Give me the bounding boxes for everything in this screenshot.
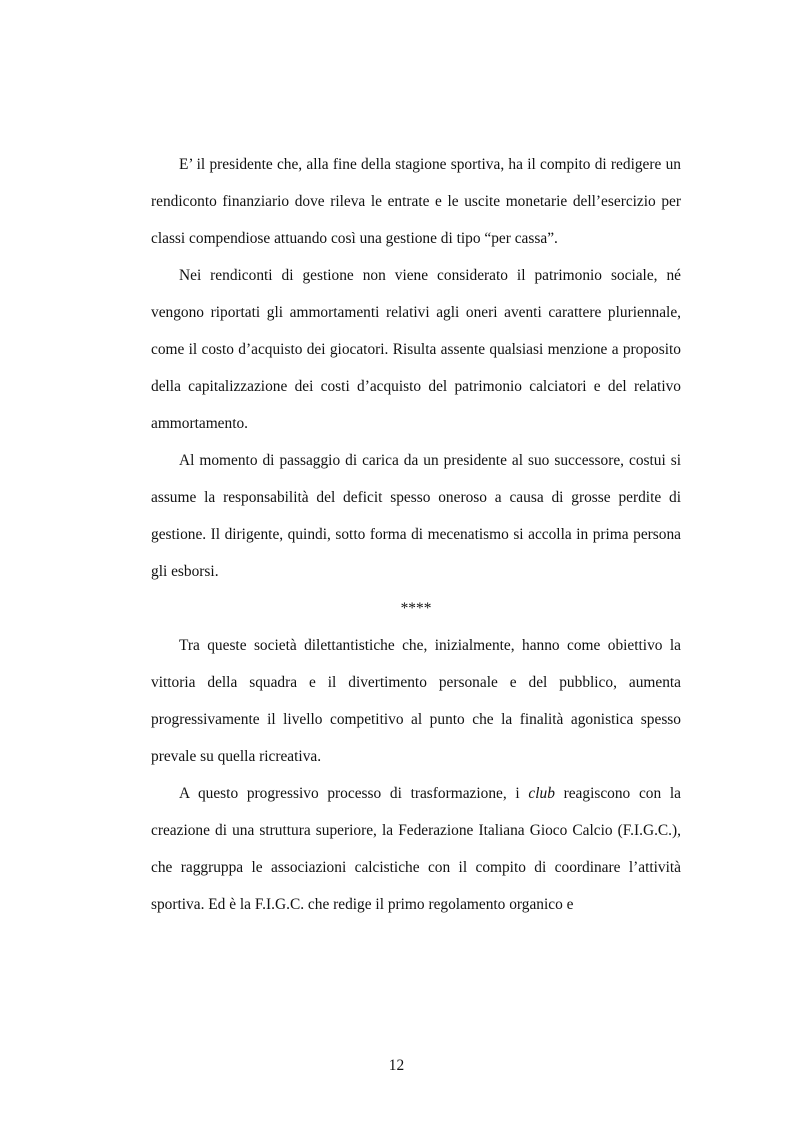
paragraph: Tra queste società dilettantistiche che, inizialmente, hanno come obiettivo la vittoria della squadra e il divertimento personale e del pubblico, aumenta progressivamente il livello competitivo al punto che la finalità agonistica spesso prevale su quella ricreativa. bbox=[151, 637, 681, 765]
paragraph-text-after: reagiscono con la creazione di una struttura superiore, la Federazione Italiana Gioco Calcio (F.I.G.C.), che raggruppa le associazioni calcistiche con il compito di coordinare l’attività sportiva. Ed è la F.I.G.C. che redige il primo regolamento organico e bbox=[151, 785, 681, 913]
paragraph: E’ il presidente che, alla fine della stagione sportiva, ha il compito di redigere un rendiconto finanziario dove rileva le entrate e le uscite monetarie dell’esercizio per classi compendiose attuando così una gestione di tipo “per cassa”. bbox=[151, 156, 681, 247]
page-number: 12 bbox=[388, 1057, 405, 1074]
section-separator: **** bbox=[400, 600, 432, 617]
paragraph-text-before: A questo progressivo processo di trasformazione, i bbox=[179, 785, 529, 802]
paragraph: Nei rendiconti di gestione non viene considerato il patrimonio sociale, né vengono riportati gli ammortamenti relativi agli oneri aventi carattere pluriennale, come il costo d’acquisto dei giocatori. Risulta assente qualsiasi menzione a proposito della capitalizzazione dei costi d’acquisto del patrimonio calciatori e del relativo ammortamento. bbox=[151, 267, 681, 432]
paragraph bbox=[151, 775, 681, 923]
paragraph: Al momento di passaggio di carica da un presidente al suo successore, costui si assume la responsabilità del deficit spesso oneroso a causa di grosse perdite di gestione. Il dirigente, quindi, sotto forma di mecenatismo si accolla in prima persona gli esborsi. bbox=[151, 452, 681, 580]
body-text bbox=[151, 146, 681, 923]
italic-term: club bbox=[528, 785, 555, 802]
